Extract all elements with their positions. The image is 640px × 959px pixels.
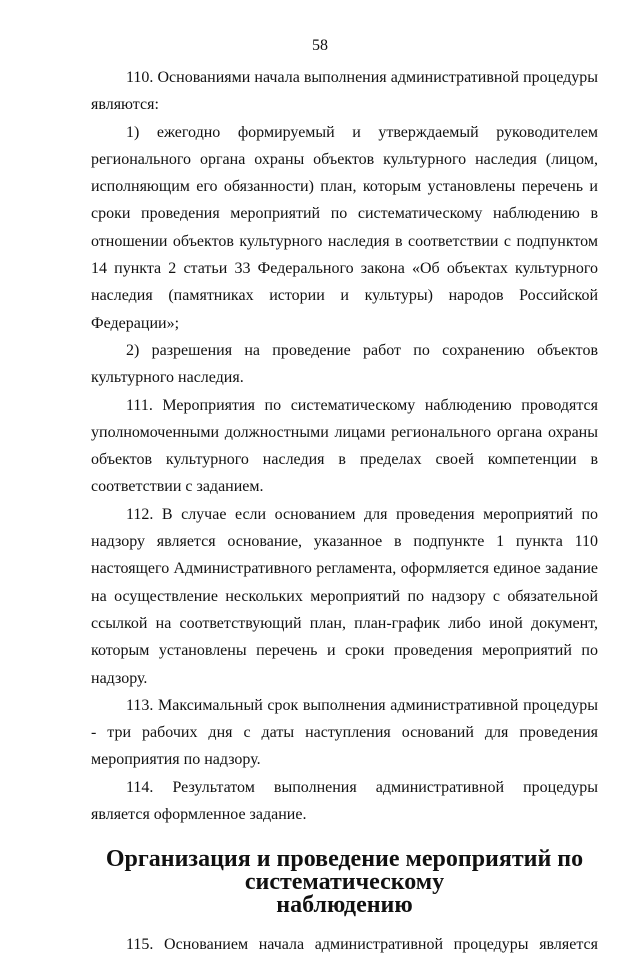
paragraph-111: 111. Мероприятия по систематическому наблюдению проводятся уполномоченными должностными лицами регионального органа охраны объектов культурного наследия в пределах своей компетенции в соответствии с заданием. xyxy=(91,396,598,496)
paragraph-110-item-1: 1) ежегодно формируемый и утверждаемый руководителем регионального органа охраны объектов культурного наследия (лицом, исполняющим его обязанности) план, которым установлены перечень и сроки проведения мероприятий по систематическому наблюдению в отношении объектов культурного наследия в соответствии с подпунктом 14 пункта 2 статьи 33 Федерального закона «Об объектах культурного наследия (памятниках истории и культуры) народов Российской Федерации»; xyxy=(91,123,598,332)
section-heading-line-2: наблюдению xyxy=(276,892,413,919)
section-heading-line-1: Организация и проведение мероприятий по систематическому xyxy=(105,846,584,896)
paragraph-115: 115. Основанием начала административной процедуры является xyxy=(126,936,598,954)
paragraph-113: 113. Максимальный срок выполнения административной процедуры - три рабочих дня с даты наступления оснований для проведения мероприятия по надзору. xyxy=(91,696,598,769)
document-body xyxy=(91,64,598,959)
paragraph-110-item-2: 2) разрешения на проведение работ по сохранению объектов культурного наследия. xyxy=(91,341,598,387)
paragraph-112: 112. В случае если основанием для проведения мероприятий по надзору является основание, указанное в подпункте 1 пункта 110 настоящего Административного регламента, оформляется единое задание на осуществление нескольких мероприятий по надзору с обязательной ссылкой на соответствующий план, план-график либо иной документ, которым установлены перечень и сроки проведения мероприятий по надзору. xyxy=(91,505,598,687)
paragraph-110: 110. Основаниями начала выполнения административной процедуры являются: xyxy=(91,69,598,114)
section-heading xyxy=(91,848,598,917)
paragraph-114: 114. Результатом выполнения административной процедуры является оформленное задание. xyxy=(91,778,598,824)
page-number: 58 xyxy=(312,37,328,54)
